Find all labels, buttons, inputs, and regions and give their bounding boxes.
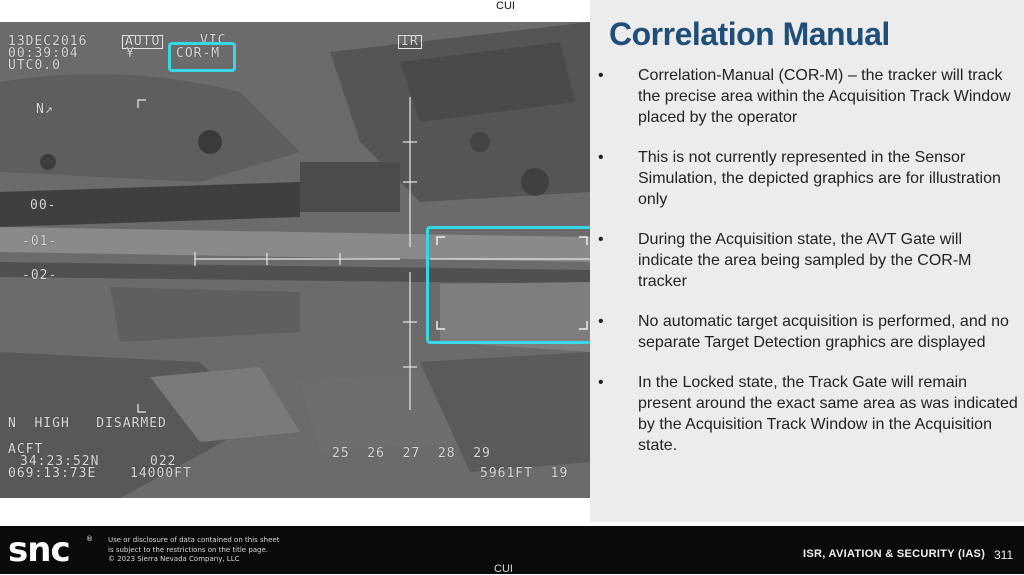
bullet-list [598,65,1018,475]
bullet-icon: • [598,231,604,248]
tracker-mode-highlight [168,42,236,72]
bullet-icon: • [598,313,604,330]
hud-heading: 022 [150,454,177,469]
hud-altitude: 14000FT [130,466,192,481]
elev-tick-0: 00- [30,198,57,213]
hud-tracker-mode: COR-M [176,46,221,61]
bullet-icon: • [598,374,604,391]
bullet-item: • Correlation-Manual (COR-M) – the tracker will track the precise area within the Acquisition Track Window placed by the operator [598,67,1011,126]
svg-text:®: ® [86,535,93,543]
cui-marking-top: CUI [496,0,515,12]
bullet-item: • During the Acquisition state, the AVT Gate will indicate the area being sampled by the COR-M tracker [598,231,972,290]
hud-azimuth-scale: 25 26 27 28 29 [332,446,491,461]
bullet-icon: • [598,67,604,84]
elev-tick-2: -02- [22,268,58,283]
svg-text:snc: snc [8,532,70,566]
hud-date: 13DEC2016 [8,34,88,49]
hud-view: VIC [200,33,227,48]
hud-status-line: N HIGH DISARMED [8,416,167,431]
slide-title: Correlation Manual [609,16,890,52]
avt-gate-corners [429,229,590,341]
page-number: 311 [994,548,1014,562]
hud-longitude: 069:13:73E [8,466,97,481]
bullet-icon: • [598,149,604,166]
hud-range: 5961FT 19 [480,466,569,481]
hud-mode-sub: ¥ [126,46,135,61]
bullet-item: • In the Locked state, the Track Gate will remain present around the exact same area as was indicated by the Acquisition Track Window in the Acquisition state. [598,374,1018,454]
hud-mode: AUTO [122,35,163,49]
elev-tick-1: -01- [22,234,58,249]
snc-logo [8,532,94,566]
hud-acft-label: ACFT [8,442,44,457]
hud-band: IR [398,35,422,49]
hud-latitude: 34:23:52N [20,454,100,469]
acquisition-track-window [426,226,590,344]
ir-sensor-image [0,22,590,498]
cui-marking-bottom: CUI [494,563,513,575]
bullet-item: • No automatic target acquisition is performed, and no separate Target Detection graphics are displayed [598,313,1009,351]
disclaimer-text: Use or disclosure of data contained on this sheet is subject to the restrictions on the title page. © 2023 Sierra Nevada Company, LLC [108,536,280,563]
bullet-item: • This is not currently represented in the Sensor Simulation, the depicted graphics are for illustration only [598,149,1001,208]
hud-timezone: UTC0.0 [8,58,61,73]
hud-time: 00:39:04 [8,46,79,61]
north-arrow-icon: N↗ [36,102,54,117]
division-label: ISR, AVIATION & SECURITY (IAS) [803,548,986,560]
